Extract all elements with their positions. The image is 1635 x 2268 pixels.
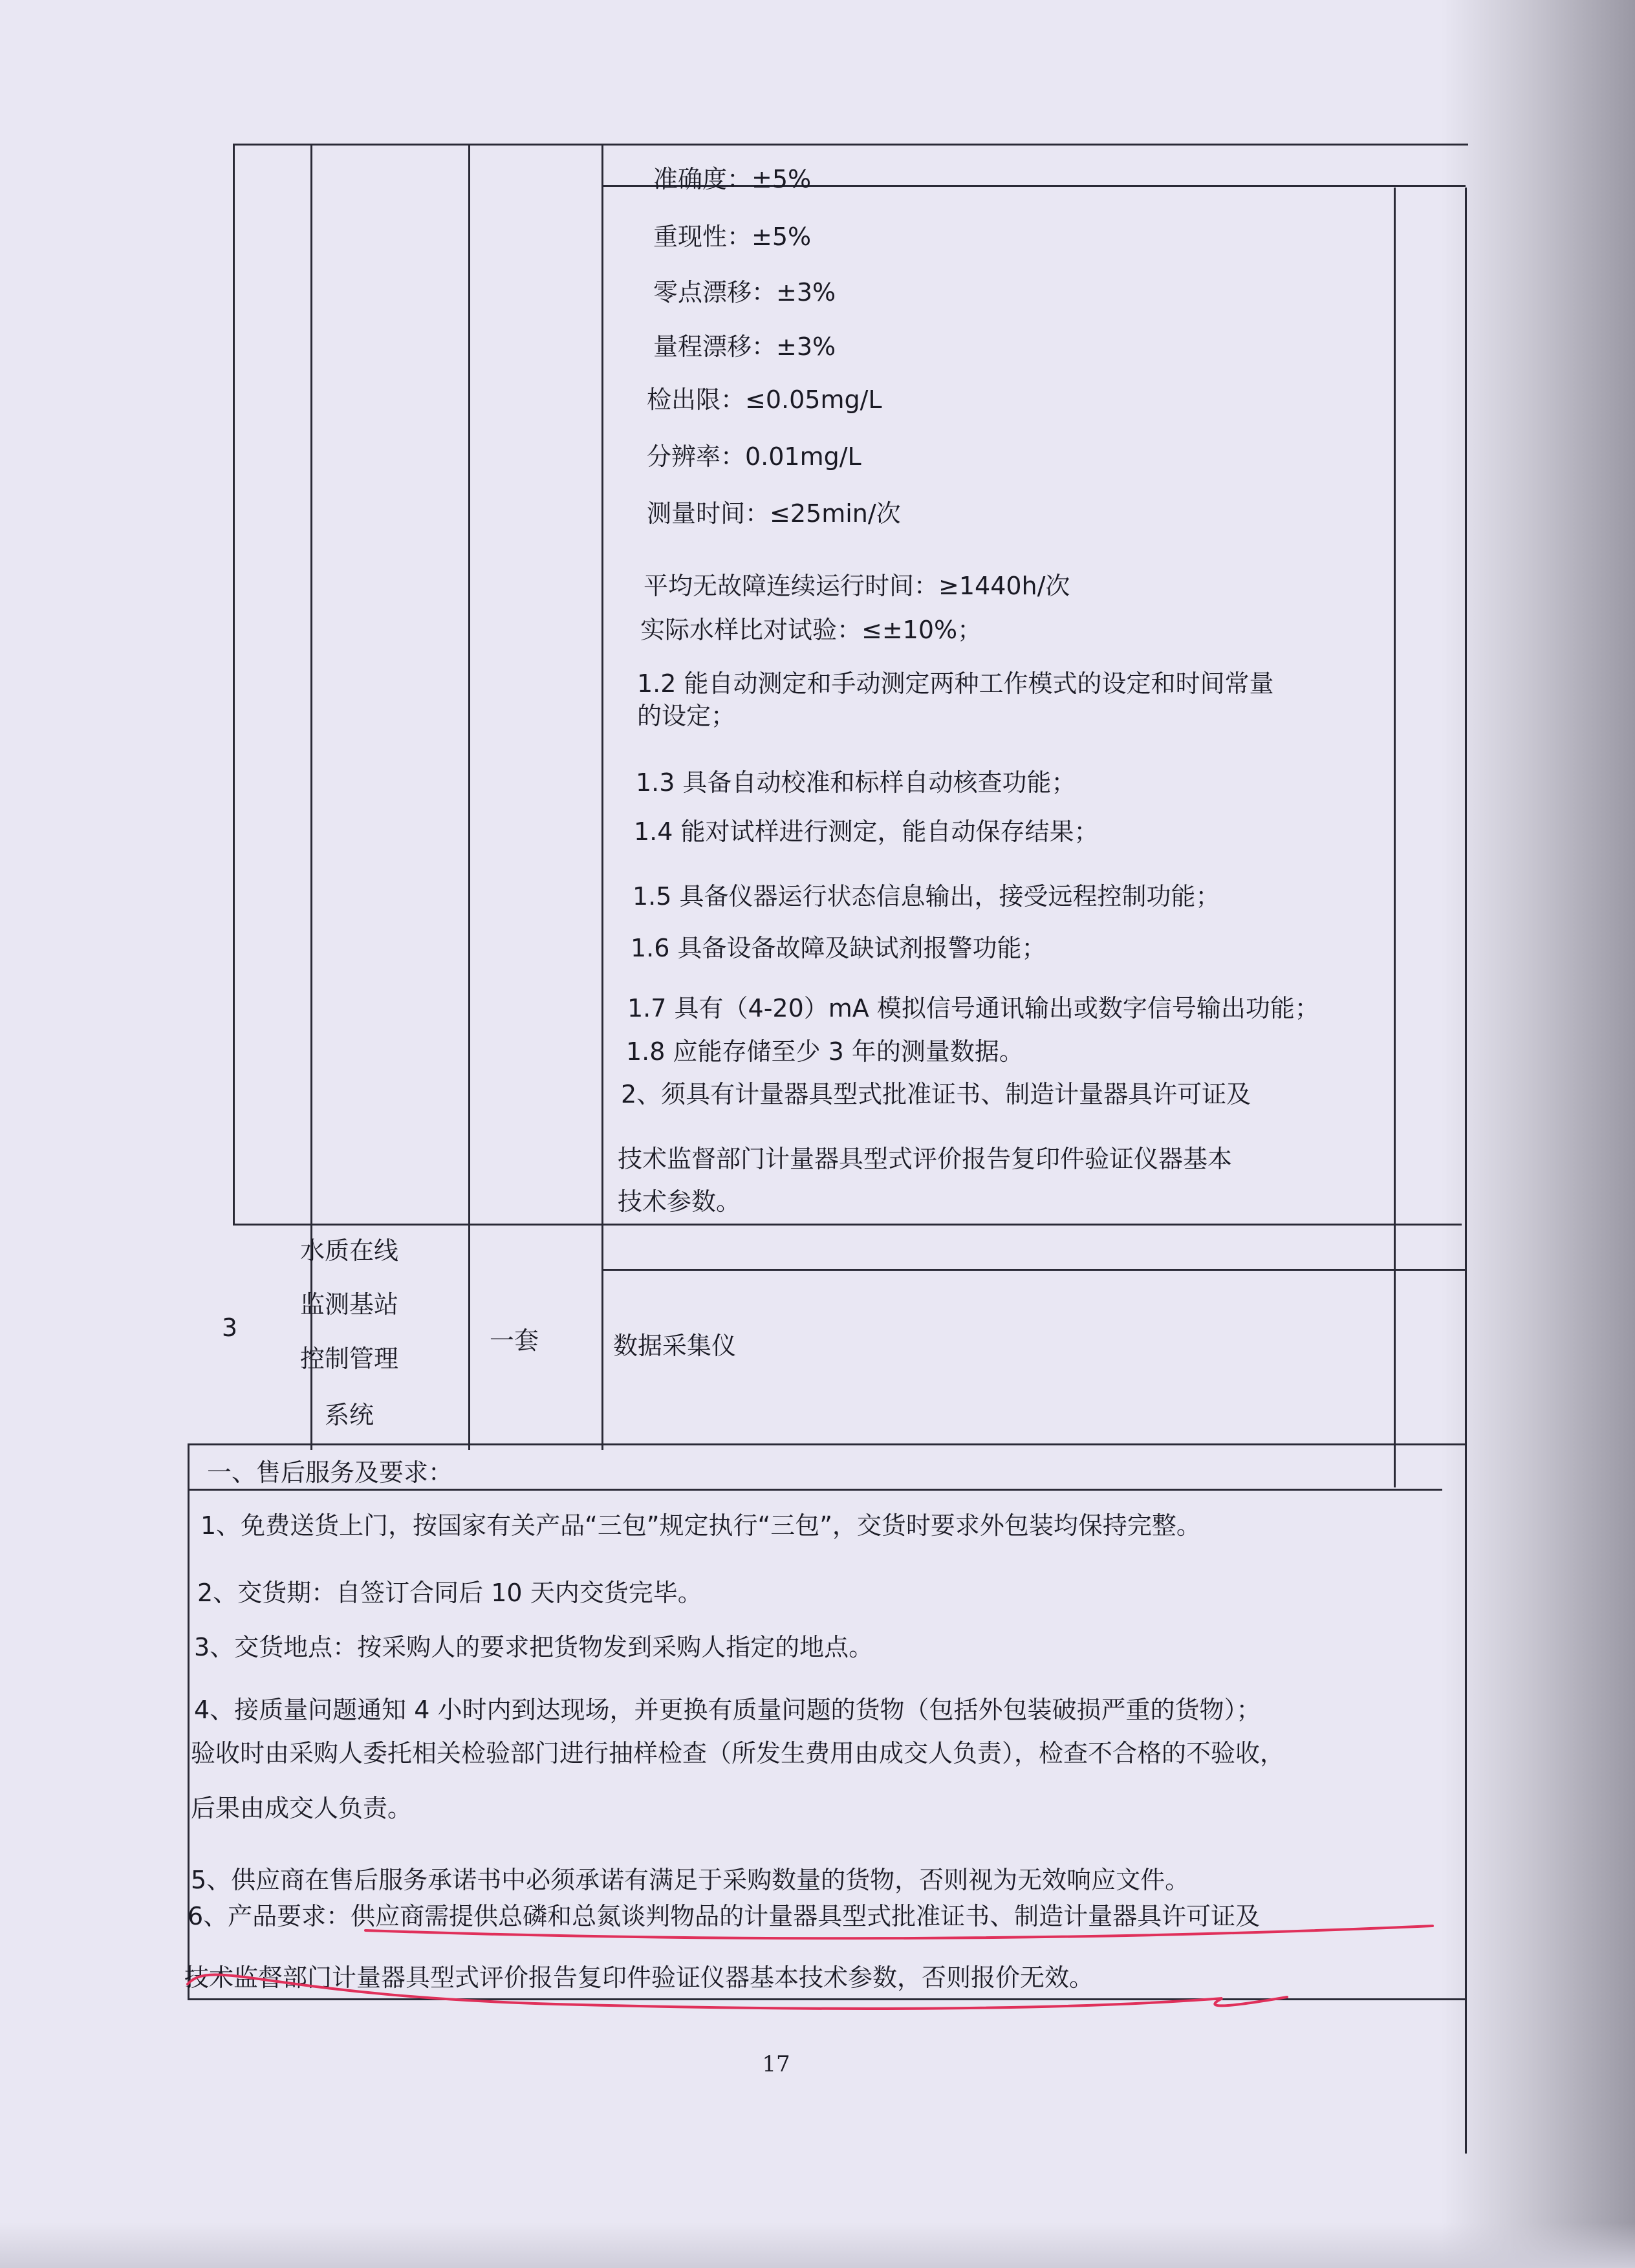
- spec-line: 分辨率：0.01mg/L: [647, 442, 861, 471]
- after-sales-heading: 一、售后服务及要求：: [207, 1458, 453, 1487]
- item-name-line: 监测基站: [299, 1290, 398, 1319]
- item-description: 数据采集仪: [613, 1332, 737, 1360]
- spec-line: 检出限：≤0.05mg/L: [647, 385, 882, 414]
- after-sales-line: 3、交货地点：按采购人的要求把货物发到采购人指定的地点。: [194, 1633, 874, 1661]
- spec-line: 1.6 具备设备故障及缺试剂报警功能；: [631, 934, 1046, 962]
- spec-line: 技术参数。: [618, 1187, 741, 1216]
- item-name-line: 水质在线: [299, 1237, 398, 1265]
- spec-line: 1.2 能自动测定和手动测定两种工作模式的设定和时间常量: [637, 669, 1274, 698]
- after-sales-line: 6、产品要求：供应商需提供总磷和总氮谈判物品的计量器具型式批准证书、制造计量器具许可证及: [188, 1902, 1261, 1930]
- after-sales-line: 2、交货期：自签订合同后 10 天内交货完毕。: [197, 1579, 702, 1607]
- after-sales-line: 5、供应商在售后服务承诺书中必须承诺有满足于采购数量的货物，否则视为无效响应文件。: [191, 1866, 1190, 1894]
- after-sales-line: 验收时由采购人委托相关检验部门进行抽样检查（所发生费用由成交人负责），检查不合格的不验收，: [191, 1739, 1285, 1767]
- spec-line: 1.8 应能存储至少 3 年的测量数据。: [626, 1037, 1024, 1066]
- spec-line: 1.7 具有（4-20）mA 模拟信号通讯输出或数字信号输出功能；: [627, 994, 1319, 1022]
- spec-line: 量程漂移：±3%: [653, 332, 836, 361]
- page-number: 17: [762, 2051, 790, 2077]
- spec-line: 2、须具有计量器具型式批准证书、制造计量器具许可证及: [621, 1080, 1251, 1108]
- after-sales-line: 技术监督部门计量器具型式评价报告复印件验证仪器基本技术参数，否则报价无效。: [184, 1963, 1094, 1992]
- spec-line: 准确度：±5%: [653, 165, 812, 193]
- spec-line: 测量时间：≤25min/次: [647, 499, 901, 528]
- spec-line: 技术监督部门计量器具型式评价报告复印件验证仪器基本: [618, 1145, 1233, 1173]
- spec-line: 1.5 具备仪器运行状态信息输出，接受远程控制功能；: [633, 882, 1220, 911]
- spec-line: 1.3 具备自动校准和标样自动核查功能；: [636, 768, 1076, 797]
- spec-line: 平均无故障连续运行时间：≥1440h/次: [644, 572, 1070, 600]
- item-name-line: 系统: [324, 1401, 374, 1429]
- spec-line: 重现性：±5%: [653, 222, 812, 251]
- spec-line: 实际水样比对试验：≤±10%；: [640, 616, 982, 644]
- after-sales-line: 1、免费送货上门，按国家有关产品“三包”规定执行“三包”，交货时要求外包装均保持完整。: [200, 1511, 1201, 1540]
- after-sales-line: 4、接质量问题通知 4 小时内到达现场，并更换有质量问题的货物（包括外包装破损严重的货物）；: [194, 1696, 1261, 1724]
- item-number: 3: [221, 1313, 238, 1342]
- after-sales-line: 后果由成交人负责。: [191, 1794, 413, 1822]
- item-name-line: 控制管理: [299, 1345, 398, 1373]
- spec-line: 的设定；: [637, 702, 736, 730]
- item-quantity: 一套: [489, 1326, 539, 1355]
- spec-line: 零点漂移：±3%: [653, 278, 836, 307]
- spec-line: 1.4 能对试样进行测定，能自动保存结果；: [634, 817, 1099, 846]
